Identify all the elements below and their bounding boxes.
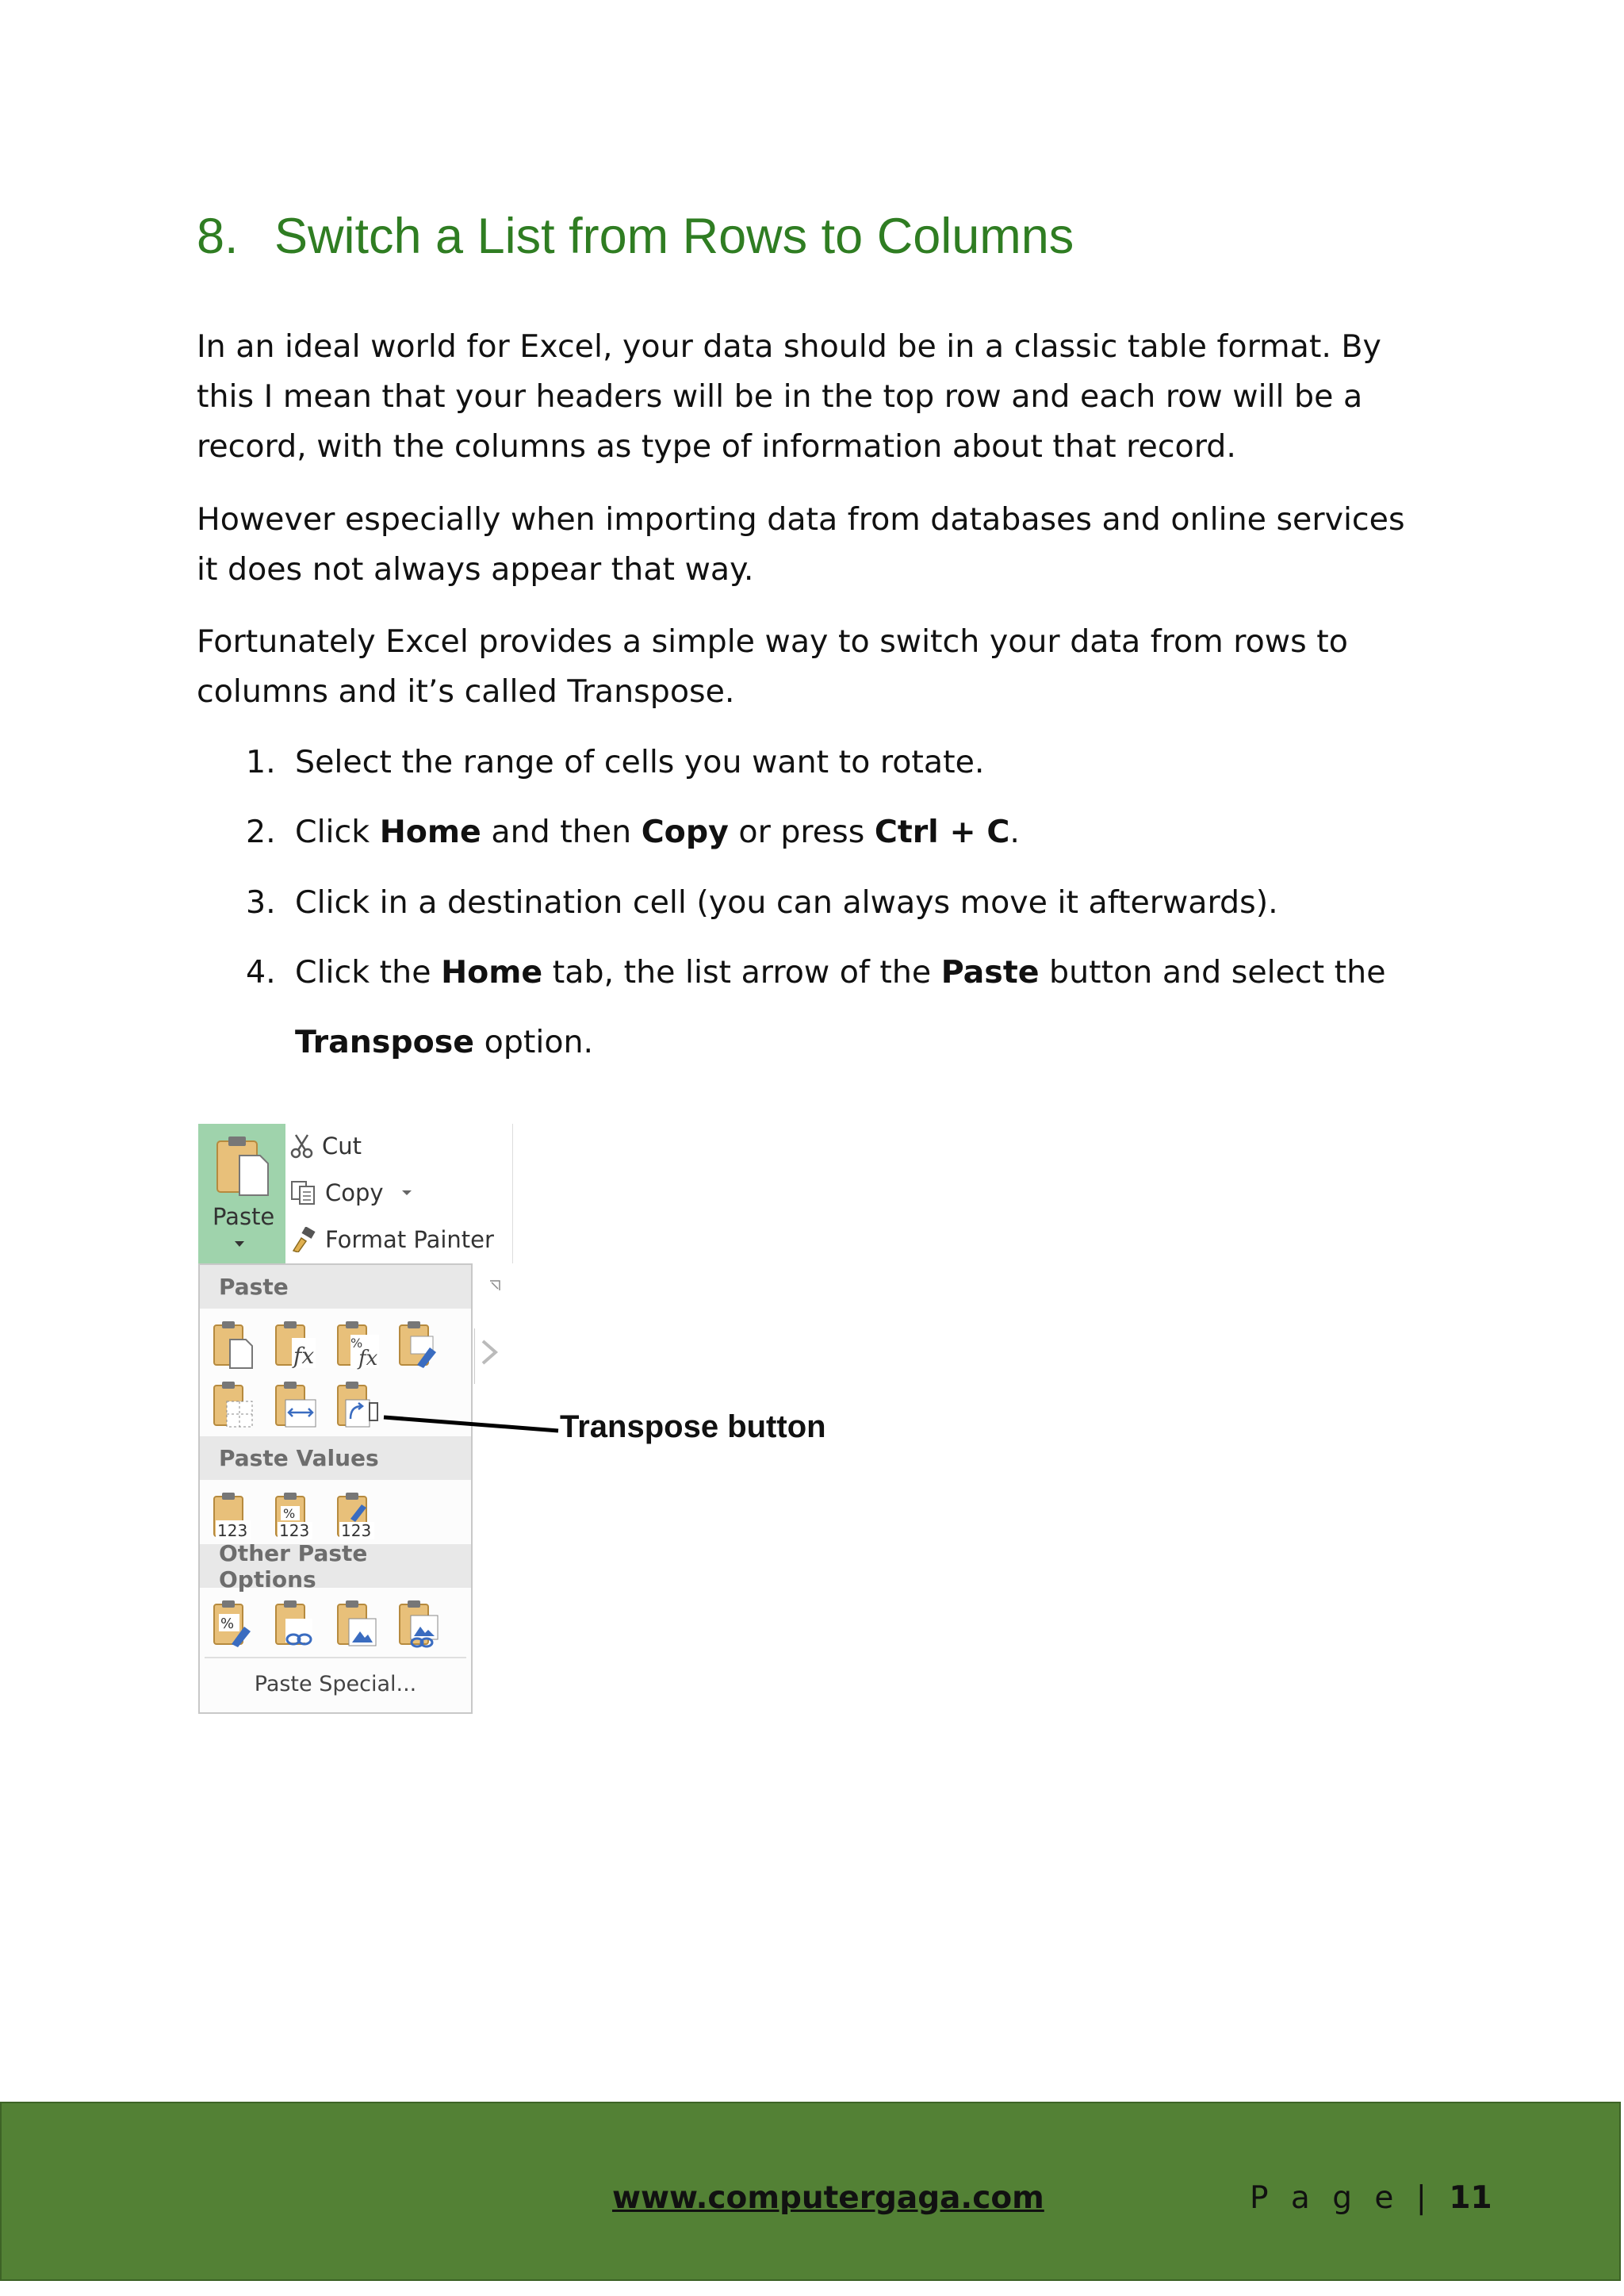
transpose-icon[interactable] bbox=[335, 1379, 381, 1430]
format-painter-button[interactable]: Format Painter bbox=[290, 1224, 494, 1255]
section-paste-values: Paste Values bbox=[200, 1436, 471, 1480]
paste-link-icon[interactable] bbox=[273, 1598, 319, 1649]
svg-text:fx: fx bbox=[358, 1347, 378, 1370]
copy-button[interactable]: Copy bbox=[290, 1177, 420, 1209]
copy-icon bbox=[290, 1180, 317, 1205]
chevron-down-icon[interactable] bbox=[401, 1189, 412, 1197]
paste-icon[interactable] bbox=[211, 1319, 257, 1370]
linked-picture-icon[interactable] bbox=[396, 1598, 442, 1649]
paste-button[interactable] bbox=[198, 1124, 285, 1263]
scissors-icon bbox=[290, 1133, 314, 1159]
callout-line bbox=[381, 1413, 563, 1437]
dialog-launcher-icon[interactable] bbox=[488, 1279, 501, 1292]
picture-icon[interactable] bbox=[335, 1598, 381, 1649]
paragraph-1: In an ideal world for Excel, your data should be in a classic table format. By this I mean that your headers will be in the top row and each row will be a record, with the columns as type of information about that record. bbox=[197, 328, 1381, 465]
section-other-paste-options: Other Paste Options bbox=[200, 1544, 471, 1588]
paragraph-2: However especially when importing data from databases and online services it does not always appear that way. bbox=[197, 501, 1405, 588]
section-paste: Paste bbox=[200, 1265, 471, 1309]
page-footer bbox=[0, 2102, 1621, 2281]
svg-text:%: % bbox=[283, 1506, 296, 1521]
transpose-callout-label: Transpose button bbox=[560, 1409, 826, 1444]
footer-website-link[interactable]: www.computergaga.com bbox=[612, 2180, 1044, 2216]
paste-dropdown-arrow[interactable] bbox=[235, 1241, 244, 1247]
keep-source-formatting-icon[interactable] bbox=[396, 1319, 442, 1370]
svg-text:%: % bbox=[220, 1616, 235, 1632]
paste-formulas-number-format-icon[interactable] bbox=[335, 1319, 381, 1370]
no-borders-icon[interactable] bbox=[211, 1379, 257, 1430]
svg-text:%: % bbox=[350, 1336, 363, 1351]
paintbrush-icon bbox=[290, 1227, 317, 1252]
paste-dropdown-menu bbox=[198, 1263, 473, 1714]
svg-text:123: 123 bbox=[341, 1521, 372, 1540]
paste-label: Paste bbox=[213, 1203, 275, 1230]
chevron-right-icon bbox=[475, 1328, 507, 1376]
formula-bar-fragment bbox=[474, 1328, 513, 1384]
heading-number: 8. bbox=[197, 209, 239, 264]
formatting-icon[interactable] bbox=[211, 1598, 257, 1649]
values-number-formatting-icon[interactable] bbox=[273, 1490, 319, 1541]
menu-divider bbox=[205, 1657, 466, 1658]
paste-special-menu-item[interactable]: Paste Special... bbox=[254, 1672, 417, 1696]
steps-list: 1. Select the range of cells you want to rotate. 2. Click Home and then Copy or press Ctrl + C. 3. Click in a destination cell (you can always move it afterwards). 4. Click the Home tab, the list arrow of the Paste button and select the Transpose option. bbox=[246, 744, 1386, 1060]
svg-text:123: 123 bbox=[279, 1521, 310, 1540]
paragraph-3: Fortunately Excel provides a simple way to switch your data from rows to columns and it’s called Transpose. bbox=[197, 623, 1348, 710]
keep-column-widths-icon[interactable] bbox=[273, 1379, 319, 1430]
heading-title: Switch a List from Rows to Columns bbox=[274, 209, 1074, 264]
clipboard-icon bbox=[216, 1133, 270, 1197]
svg-text:fx: fx bbox=[293, 1343, 315, 1369]
svg-text:123: 123 bbox=[217, 1521, 248, 1540]
cut-button[interactable]: Cut bbox=[290, 1130, 362, 1162]
paste-values-icon[interactable] bbox=[211, 1490, 257, 1541]
section-heading bbox=[197, 208, 1074, 265]
ribbon-clipboard-group bbox=[198, 1124, 513, 1263]
values-source-formatting-icon[interactable] bbox=[335, 1490, 381, 1541]
paste-formulas-icon[interactable] bbox=[273, 1319, 319, 1370]
footer-page-number: P a g e | 11 bbox=[1250, 2180, 1492, 2216]
paste-menu-figure bbox=[198, 1124, 833, 1715]
